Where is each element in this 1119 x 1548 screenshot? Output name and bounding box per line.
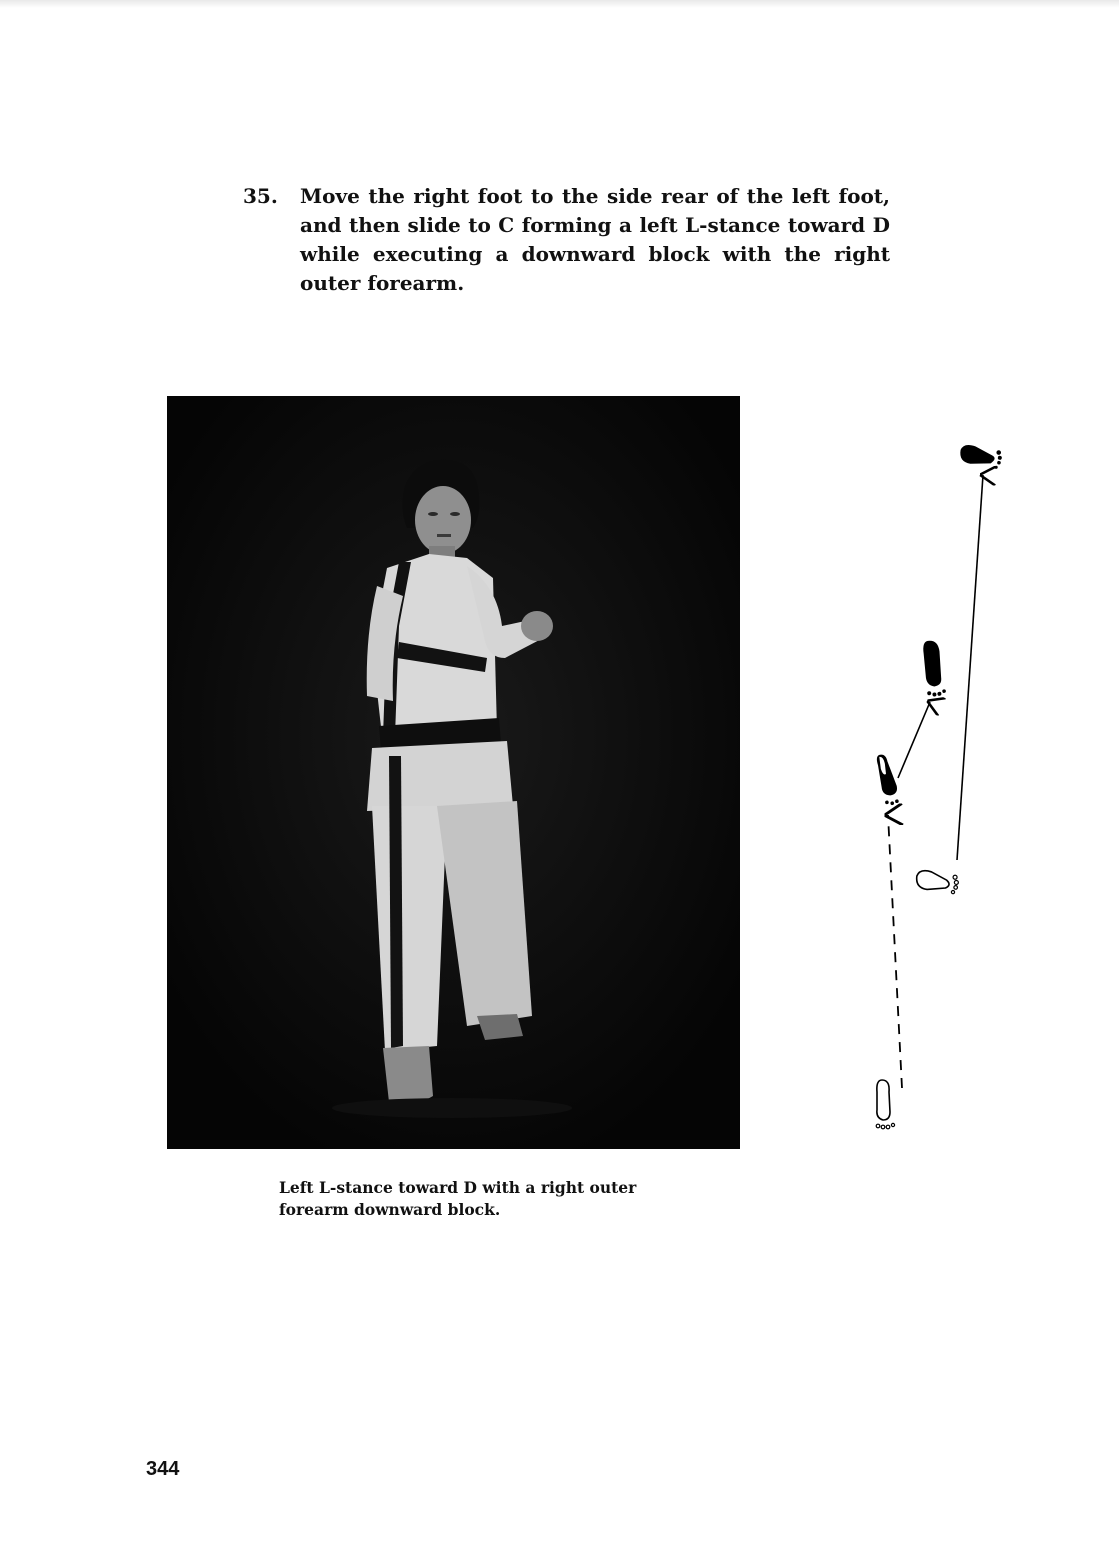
page-number: 344 bbox=[146, 1458, 180, 1480]
martial-artist-photo bbox=[167, 396, 740, 1149]
page-edge bbox=[0, 0, 1119, 8]
footprint-diagram bbox=[850, 420, 1030, 1140]
black-footprint-icon bbox=[920, 639, 946, 697]
step-number: 35. bbox=[243, 184, 278, 208]
martial-artist-figure-icon bbox=[167, 396, 740, 1149]
step-text: Move the right foot to the side rear of the left foot, and then slide to C forming a left L-stance toward D while executing a downward block with the right outer forearm. bbox=[300, 184, 890, 295]
black-footprint-icon bbox=[875, 753, 901, 807]
instruction-step bbox=[243, 182, 903, 298]
short-arrow-icon bbox=[898, 702, 930, 778]
dashed-arrow-icon bbox=[888, 815, 902, 1088]
outline-footprint-icon bbox=[876, 1080, 894, 1129]
outline-footprint-icon bbox=[915, 870, 959, 895]
photo-caption: Left L-stance toward D with a right outer forearm downward block. bbox=[279, 1178, 637, 1219]
long-arrow-icon bbox=[957, 475, 983, 860]
black-footprint-icon bbox=[958, 444, 1003, 470]
